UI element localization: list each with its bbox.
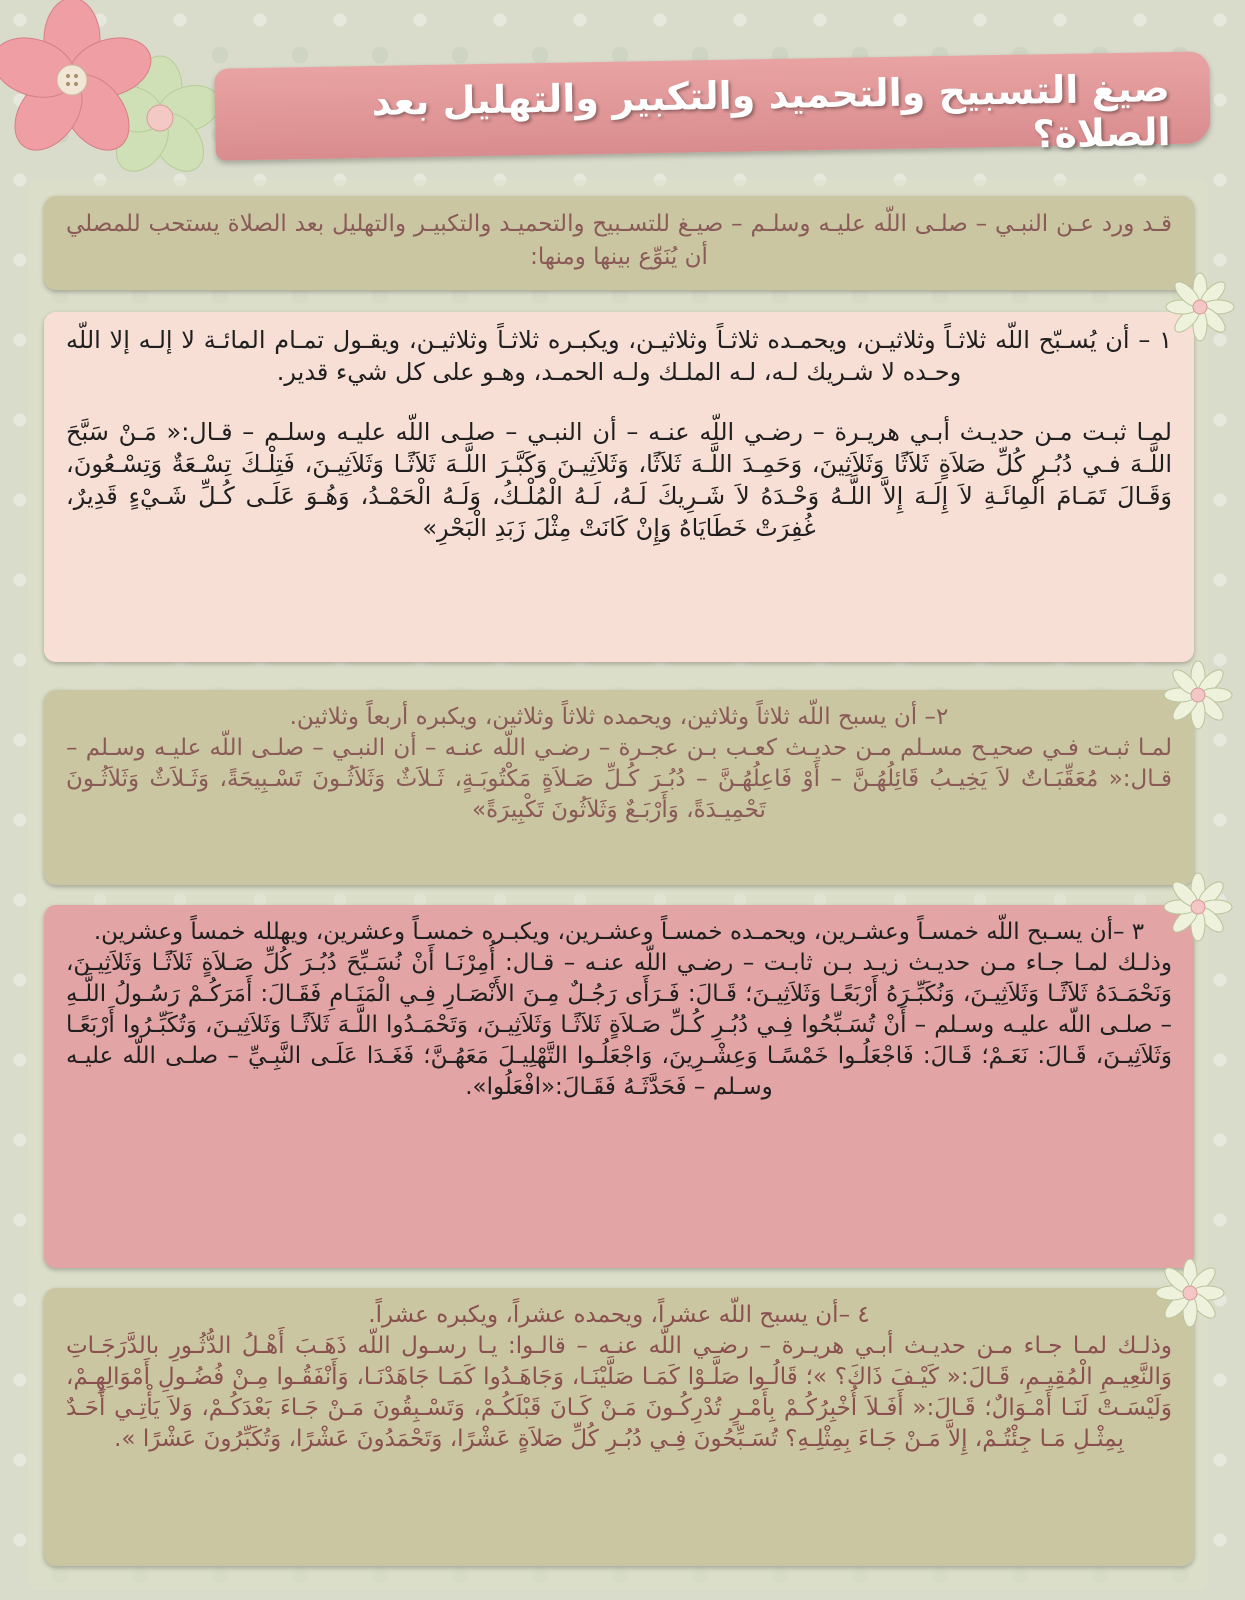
daisy-icon	[1158, 872, 1238, 942]
pink-flower-icon	[0, 0, 240, 200]
daisy-icon	[1150, 1258, 1230, 1328]
section-3-heading: ٣ –أن يسـبح اللّه خمسـاً وعشـرين، ويحمـده خمسـاً وعشـرين، ويكبـره خمسـاً وعشرين، ويهلله خمساً وعشرين.	[93, 919, 1145, 945]
intro-box	[44, 196, 1194, 290]
intro-text: قـد ورد عـن النبـي – صلـى اللّه عليـه وسلـم – صيـغ للتسـبيح والتحميـد والتكبيـر والتهليل بعد الصلاة يستحب للمصلي أن يُنَوِّع بينها ومنها:	[66, 211, 1172, 270]
section-4-box	[44, 1288, 1194, 1566]
section-2-heading: ٢– أن يسبح اللّه ثلاثاً وثلاثين، ويحمده ثلاثاً وثلاثين، ويكبره أربعاً وثلاثين.	[289, 704, 949, 730]
section-3-box	[44, 905, 1194, 1268]
section-2-box	[44, 690, 1194, 885]
daisy-icon	[1160, 272, 1240, 342]
section-2-body: لمـا ثبـت فـي صحيـح مسـلم مـن حديـث كعـب بـن عجـرة – رضـي اللّه عنـه – أن النبـي – صلـى اللّه عليـه وسـلم – قـال:« مُعَقِّبَـاتٌ لاَ يَخِيـبُ قَائِلُهُـنَّ – أَوْ فَاعِلُهُـنَّ – دُبُـرَ كُـلِّ صَـلاَةٍ مَكْتُوبَـةٍ، ثَـلاَثٌ وَثَلاَثُـونَ تَسْـبِيحَةً، وَثَـلاَثٌ وَثَلاَثُـونَ تَحْمِيـدَةً، وَأَرْبَـعٌ وَثَلاَثُونَ تَكْبِيرَةً»	[66, 735, 1172, 823]
daisy-icon	[1158, 660, 1238, 730]
title-banner	[214, 51, 1210, 160]
section-3-body: وذلـك لمـا جـاء مـن حديـث زيـد بـن ثابـت – رضـي اللّه عنـه – قـال: أُمِرْنَـا أَنْ نُسَـبِّحَ دُبُـرَ كُلِّ صَـلاَةٍ ثَلاَثًـا وَثَلاَثِيـنَ، وَنَحْمَـدَهُ ثَلاَثًـا وَثَلاَثِيـنَ، وَنُكَبِّـرَهُ أَرْبَعًـا وَثَلاَثِيـنَ؛ قَـالَ: فَـرَأَى رَجُـلٌ مِـنَ الأَنْصَـارِ فِـي الْمَنَـامِ فَقَـالَ: أَمَرَكُـمْ رَسُـولُ اللَّـهِ – صلـى اللّه عليـه وسـلم – أَنْ تُسَـبِّحُوا فِـي دُبُـرِ كُـلِّ صَـلاَةٍ ثَلاَثًـا وَثَلاَثِيـنَ، وَتَحْمَـدُوا اللَّـهَ ثَلاَثًـا وَثَلاَثِيـنَ، وَتُكَبِّـرُوا أَرْبَعًـا وَثَلاَثِيـنَ، قَـالَ: نَعَـمْ؛ قَـالَ: فَاجْعَلُـوا خَمْسًـا وَعِشْـرِينَ، وَاجْعَلُـوا التَّهْلِيـلَ مَعَهُـنَّ؛ فَغَـدَا عَلَـى النَّبِـيِّ – صلـى اللّه عليـه وسـلم – فَحَدَّثَـهُ فَقَـالَ:«افْعَلُوا».	[66, 950, 1172, 1100]
section-1-box	[44, 312, 1194, 662]
section-1-body: لمـا ثبـت مـن حديـث أبـي هريـرة – رضـي اللّه عنـه – أن النبـي – صلـى اللّه عليـه وسلـم – قـال:« مَـنْ سَبَّحَ اللَّـهَ فـي دُبُـرِ كُلِّ صَلاَةٍ ثَلاَثًا وَثَلاَثِينَ، وَحَمِـدَ اللَّـهَ ثَلاَثًا، وَثَلاَثِيـنَ وَكَبَّـرَ اللَّـهَ ثَلاَثًـا وَثَلاَثِيـنَ، فَتِلْـكَ تِسْـعَةٌ وَتِسْـعُونَ، وَقَـالَ تَمَـامَ الْمِائَـةِ لاَ إِلَـهَ إِلاَّ اللَّـهُ وَحْـدَهُ لاَ شَـرِيكَ لَـهُ، لَـهُ الْمُلْـكُ، وَلَـهُ الْحَمْـدُ، وَهُـوَ عَلَـى كُـلِّ شَـيْءٍ قَدِيرٌ، غُفِرَتْ خَطَايَاهُ وَإِنْ كَانَتْ مِثْلَ زَبَدِ الْبَحْرِ»	[66, 418, 1172, 542]
page-title: صيغ التسبيح والتحميد والتكبير والتهليل بعد الصلاة؟	[371, 66, 1171, 157]
section-1-heading: ١ – أن يُسـبّح اللّه ثلاثـاً وثلاثيـن، ويحمـده ثلاثـاً وثلاثيـن، ويكبـره ثلاثـاً وثلاثيـن، ويقـول تمـام المائـة لا إلـه إلا اللّه وحـده لا شـريك لـه، لـه الملـك ولـه الحمـد، وهـو على كل شيء قدير.	[66, 326, 1172, 386]
section-4-heading: ٤ –أن يسبح اللّه عشراً، ويحمده عشراً، ويكبره عشراً.	[368, 1302, 870, 1328]
section-4-body: وذلـك لمـا جـاء مـن حديـث أبـي هريـرة – رضـي اللّه عنـه – قالـوا: يـا رسـول اللّه ذَهَـبَ أَهْـلُ الدُّثُـورِ بالدَّرَجَـاتِ وَالنَّعِيـمِ الْمُقِيـمِ، قَـالَ:« كَيْـفَ ذَاكَ؟ »؛ قَالُـوا صَلَّـوْا كَمَـا صَلَّيْنَـا، وَجَاهَـدُوا كَمَـا جَاهَدْنَـا، وَأَنْفَقُـوا مِـنْ فُضُـولِ أَمْوَالِهِـمْ، وَلَيْسَـتْ لَنَـا أَمْـوَالٌ؛ قَـالَ:« أَفَـلاَ أُخْبِرُكُـمْ بِأَمْـرٍ تُدْرِكُـونَ مَـنْ كَـانَ قَبْلَكُـمْ، وَتَسْـبِقُونَ مَـنْ جَـاءَ بَعْدَكُـمْ، وَلاَ يَأْتِـي أَحَـدٌ بِمِثْـلِ مَـا جِئْتُـمْ، إِلاَّ مَـنْ جَـاءَ بِمِثْلِـهِ؟ تُسَـبِّحُونَ فِـي دُبُـرِ كُلِّ صَلاَةٍ عَشْرًا، وَتَحْمَدُونَ عَشْرًا، وَتُكَبِّرُونَ عَشْرًا ».	[66, 1333, 1172, 1452]
